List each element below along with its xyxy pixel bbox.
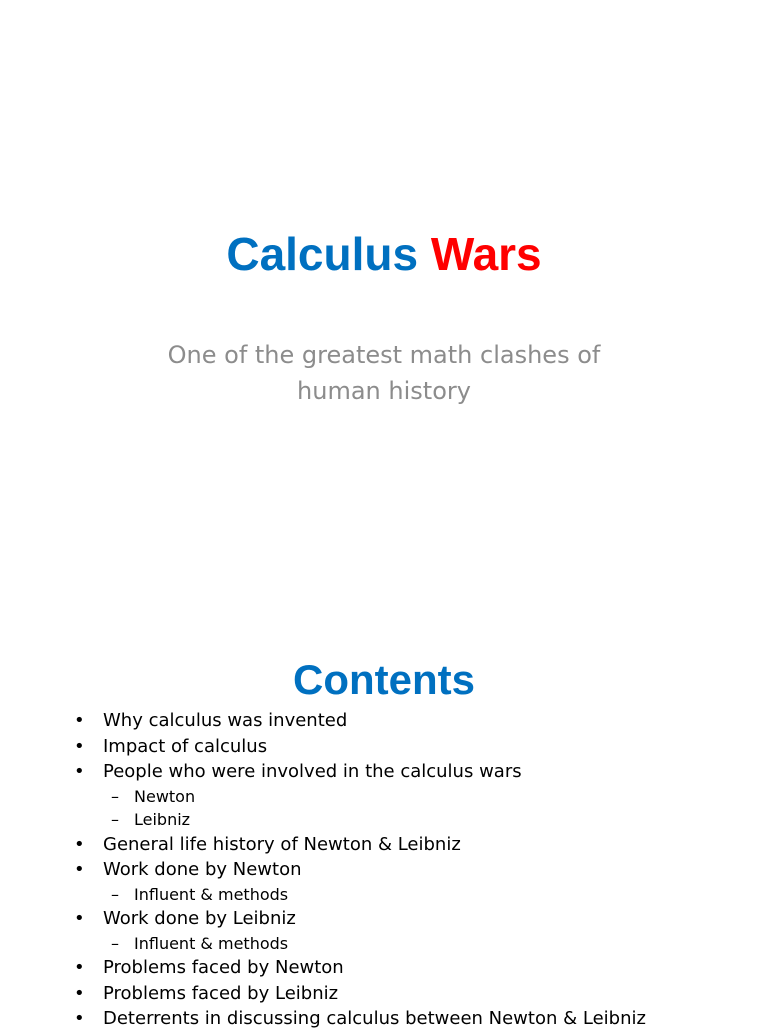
list-item: • Work done by Newton: [0, 857, 768, 883]
subtitle-line-1: One of the greatest math clashes of: [167, 341, 601, 369]
slide-subtitle: [134, 337, 634, 409]
slide-title: [0, 226, 768, 282]
title-word-calculus: Calculus: [226, 228, 419, 280]
contents-heading: Contents: [293, 656, 475, 703]
sub-list-item: – Newton: [0, 785, 768, 809]
list-item: • People who were involved in the calculus wars: [0, 759, 768, 785]
sub-list-item: – Influent & methods: [0, 883, 768, 907]
title-word-wars: Wars: [430, 228, 542, 280]
list-item: • Deterrents in discussing calculus between Newton & Leibniz: [0, 1006, 768, 1032]
list-item: • General life history of Newton & Leibniz: [0, 832, 768, 858]
list-item: • Problems faced by Newton: [0, 955, 768, 981]
list-item: • Why calculus was invented: [0, 708, 768, 734]
contents-list: [0, 708, 768, 1032]
subtitle-line-2: human history: [297, 377, 471, 405]
list-item: • Work done by Leibniz: [0, 906, 768, 932]
list-item: • Impact of calculus: [0, 734, 768, 760]
sub-list-item: – Influent & methods: [0, 932, 768, 956]
sub-list-item: – Leibniz: [0, 808, 768, 832]
list-item: • Problems faced by Leibniz: [0, 981, 768, 1007]
